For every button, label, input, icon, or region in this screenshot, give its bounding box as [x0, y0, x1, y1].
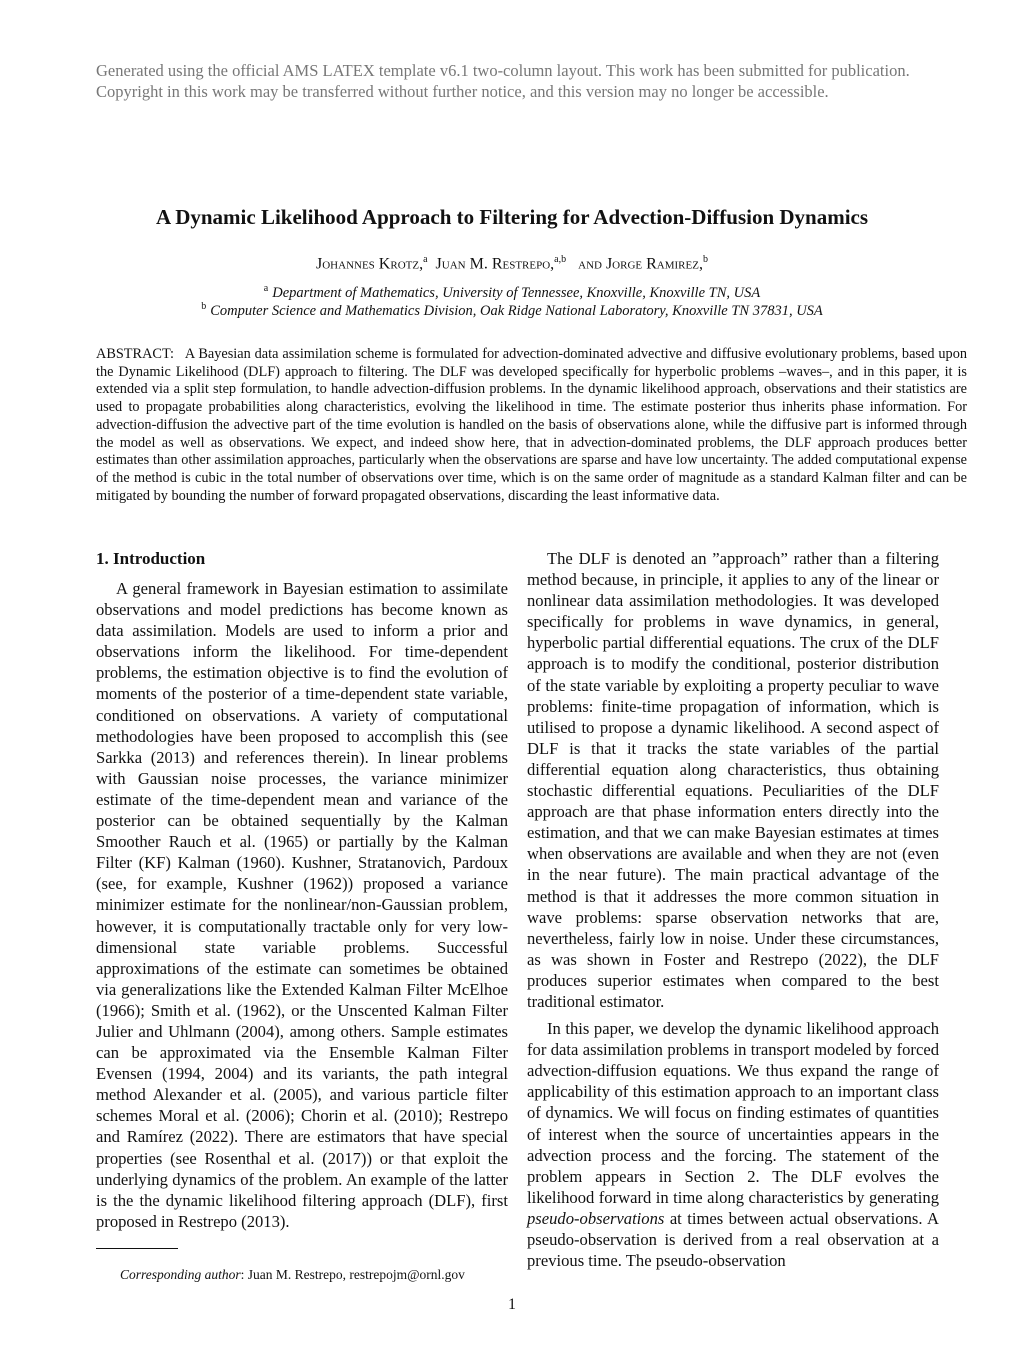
author-name: Juan M. Restrepo,: [435, 255, 555, 273]
paper-title: A Dynamic Likelihood Approach to Filtering for Advection-Diffusion Dynamics: [155, 205, 869, 229]
paragraph: A general framework in Bayesian estimation to assimilate observations and model predictions has become known as data assimilation. Models are used to inform a prior and observations inform the likelihood. For time-dependent problems, the estimation objective is to find the evolution of moments of the posterior of a time-dependent state variable, conditioned on observations. A variety of computational methodologies have been proposed to accomplish this (see Sarkka (2013) and references therein). In linear problems with Gaussian noise processes, the variance minimizer estimate of the time-dependent mean and variance of the posterior can be obtained sequentially by the Kalman Smoother Rauch et al. (1965) or partially by the Kalman Filter (KF) Kalman (1960). Kushner, Stratanovich, Pardoux (see, for example, Kushner (1962)) proposed a variance minimizer estimate for the nonlinear/non-Gaussian problem, however, it is computationally tractable only for very low-dimensional state variable problems. Successful approximations of the estimate can sometimes be obtained via generalizations like the Extended Kalman Filter McElhoe (1966); Smith et al. (1962), or the Unscented Kalman Filter Julier and Uhlmann (2004), among others. Sample estimates can be approximated via the Ensemble Kalman Filter Evensen (1994, 2004) and its variants, the path integral method Alexander et al. (2005), and various particle filter schemes Moral et al. (2006); Chorin et al. (2010); Restrepo and Ramírez (2022). There are estimators that have special properties (see Rosenthal et al. (2017)) or that exploit the underlying dynamics of the problem. An example of the latter is the the dynamic likelihood filtering approach (DLF), first proposed in Restrepo (2013).: [96, 579, 508, 1231]
footnote-label: Corresponding author: [120, 1267, 241, 1282]
affiliation-text: Department of Mathematics, University of Tennessee, Knoxville, Knoxville TN, USA: [272, 284, 761, 301]
footnote: [120, 1267, 465, 1283]
affiliation: [0, 283, 1024, 302]
affiliation-mark: a: [263, 283, 269, 294]
emphasis-term: pseudo-observations: [527, 1208, 665, 1228]
template-notice: Generated using the official AMS LATEX template v6.1 two-column layout. This work has been submitted for publication. Copyright in this work may be transferred without further notice, and this version may no longer be accessible.: [96, 61, 910, 101]
abstract-text: A Bayesian data assimilation scheme is formulated for advection-dominated advective and diffusive evolutionary problems, based upon the Dynamic Likelihood (DLF) approach to filtering. The DLF was developed specifically for hyperbolic problems –waves–, and in this paper, it is extended via a split step formulation, to handle advection-diffusion problems. In the dynamic likelihood approach, observations and their statistics are used to propagate probabilities along characteristics, evolving the likelihood in time. The estimate posterior thus inherits phase information. For advection-diffusion the advective part of the time evolution is handled on the basis of observations alone, while the diffusive part is informed through the model as well as observations. We expect, and indeed show here, that in advection-dominated problems, the DLF approach produces better estimates than other assimilation approaches, particularly when the observations are sparse and have low uncertainty. The added computational expense of the method is cubic in the total number of observations over time, which is on the same order of magnitude as a standard Kalman filter and can be mitigated by bounding the number of forward propagated observations, discarding the least informative data.: [96, 346, 967, 504]
paragraph: The DLF is denoted an ”approach” rather than a filtering method because, in principle, it applies to any of the linear or nonlinear data assimilation methodologies. It was developed specifically for problems in wave dynamics, in general, hyperbolic partial differential equations. The crux of the DLF approach is to modify the conditional, posterior distribution of the state variable by exploiting a property peculiar to wave problems: finite-time propagation of information, which is utilised to propose a dynamic likelihood. A second aspect of DLF is that it tracks the state variables of the partial differential equation along characteristics, thus obtaining stochastic differential equations. Peculiarities of the DLF approach are that phase information enters directly into the estimation, and that we can make Bayesian estimates at times when observations are available and when they are not (even in the near future). The main practical advantage of the method is that it addresses the more common situation in wave problems: sparse observation networks that are, nevertheless, fairly low in noise. Under these circumstances, as was shown in Foster and Restrepo (2022), the DLF produces superior estimates when compared to the best traditional estimator.: [527, 549, 939, 1011]
author-name: Johannes Krotz,: [316, 255, 424, 273]
right-column: [527, 548, 939, 1277]
section-heading: 1. Introduction: [96, 549, 206, 568]
author-affil-mark: a,b: [554, 254, 567, 265]
footnote-rule: [96, 1248, 178, 1249]
affiliation: [0, 301, 1024, 320]
author-name: and Jorge Ramirez,: [578, 255, 703, 273]
footnote-text: : Juan M. Restrepo, restrepojm@ornl.gov: [240, 1267, 465, 1282]
author-affil-mark: b: [702, 254, 708, 265]
abstract: [96, 346, 967, 505]
abstract-label: ABSTRACT:: [96, 346, 174, 362]
page-number: 1: [508, 1296, 516, 1313]
paragraph-text: at times between actual observations. A pseudo-observation is derived from a real observation at a previous time. The pseudo-observation: [527, 1208, 939, 1271]
affiliation-text: Computer Science and Mathematics Division, Oak Ridge National Laboratory, Knoxville TN 37831, USA: [210, 302, 823, 319]
paragraph: [527, 1018, 939, 1271]
author-affil-mark: a: [423, 254, 428, 265]
paragraph-text: In this paper, we develop the dynamic likelihood approach for data assimilation problems in transport modeled by forced advection-diffusion equations. We thus expand the range of applicability of this estimation approach to an important class of dynamics. We will focus on finding estimates of quantities of interest when the source of uncertainties appears in the advection process and the forcing. The statement of the problem appears in Section 2. The DLF evolves the likelihood forward in time along characteristics by generating: [527, 1019, 939, 1207]
affiliation-mark: b: [201, 301, 207, 312]
author-list: [0, 254, 1024, 273]
left-column: [96, 548, 508, 1238]
